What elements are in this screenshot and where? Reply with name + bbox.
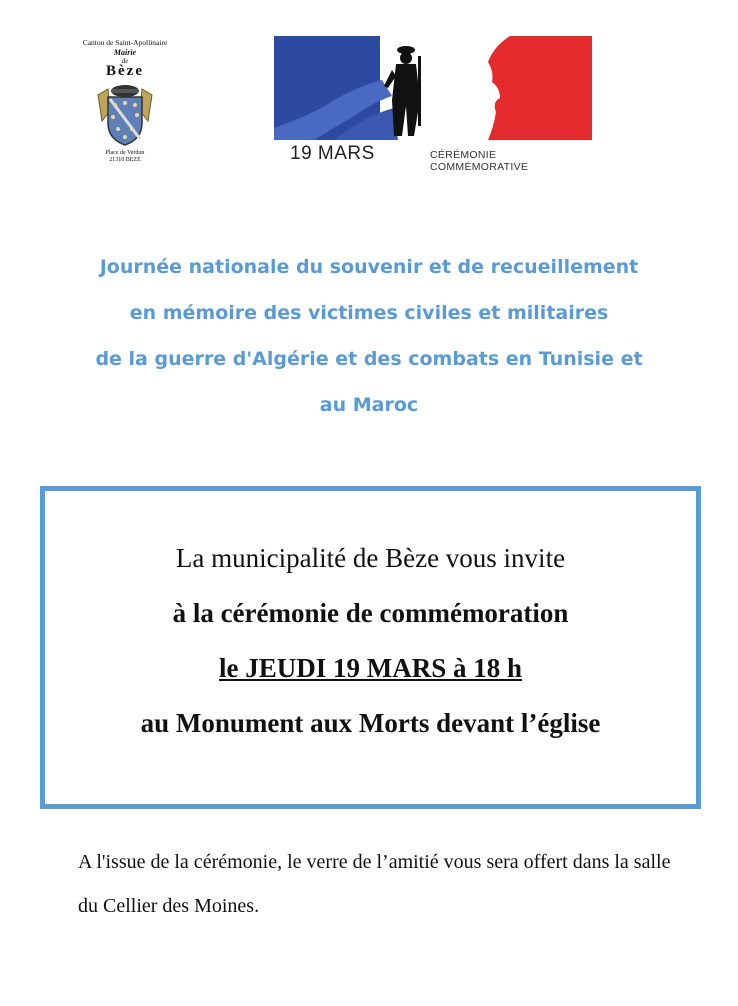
banner-caption: CÉRÉMONIE COMMÉMORATIVE bbox=[430, 149, 529, 173]
mairie-logo bbox=[76, 36, 174, 166]
logo-address: Place de Verdun 21310 BEZE bbox=[105, 150, 145, 163]
commemoration-banner bbox=[274, 36, 592, 173]
logo-canton: Canton de Saint-Apollinaire bbox=[82, 38, 168, 47]
invitation-datetime bbox=[45, 653, 696, 684]
french-flag-soldier-illustration bbox=[274, 36, 592, 144]
headline-line-2: en mémoire des victimes civiles et militaires bbox=[129, 302, 609, 324]
invitation-location: au Monument aux Morts devant l’église bbox=[140, 708, 601, 738]
headline-line-3: de la guerre d'Algérie et des combats en Tunisie et bbox=[95, 348, 643, 370]
logo-de: de bbox=[121, 57, 129, 65]
invitation-box bbox=[40, 486, 701, 809]
banner-date: 19 MARS bbox=[290, 143, 375, 164]
invitation-intro: La municipalité de Bèze vous invite bbox=[175, 543, 566, 573]
headline bbox=[40, 244, 698, 428]
headline-line-1: Journée nationale du souvenir et de recueillement bbox=[99, 256, 639, 278]
logo-town-name: Bèze bbox=[106, 63, 144, 79]
invitation-event: à la cérémonie de commémoration bbox=[172, 598, 569, 628]
headline-line-4: au Maroc bbox=[319, 394, 419, 416]
footer-note: A l'issue de la cérémonie, le verre de l’amitié vous sera offert dans la salle du Cellier des Moines. bbox=[78, 851, 671, 917]
logo-mairie: Mairie bbox=[113, 48, 137, 57]
coat-of-arms-icon bbox=[92, 81, 158, 147]
invitation-datetime-text: le JEUDI 19 MARS à 18 h bbox=[218, 653, 522, 683]
